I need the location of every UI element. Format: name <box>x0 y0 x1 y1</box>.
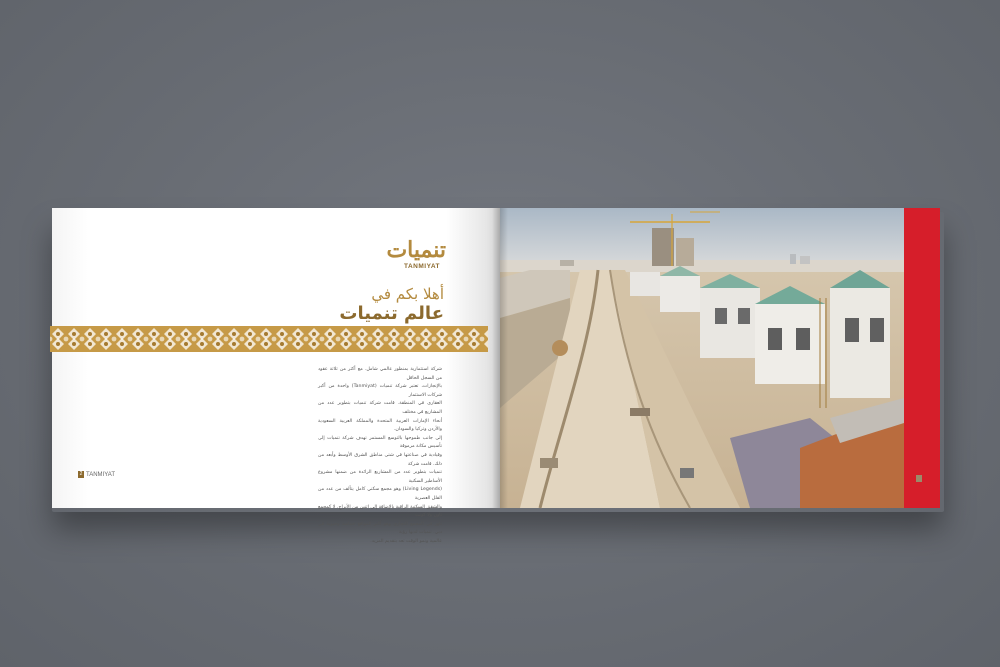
page-heading <box>339 285 444 325</box>
right-page <box>500 208 940 508</box>
body-line: العقاري في المنطقة. قامت شركة تنميات بتطوير عدد من المشاريع في مختلف <box>318 401 442 415</box>
heading-line-1: أهلا بكم في <box>371 285 444 303</box>
page-footer <box>78 471 115 478</box>
footer-label: TANMIYAT <box>86 471 115 478</box>
brand-logo <box>386 237 446 270</box>
body-line: بالإنجازات، تعتبر شركة تنميات (Tanmiyat) واحدة من أكبر شركات الاستثمار <box>318 384 442 398</box>
construction-photo <box>500 208 904 508</box>
logo-text: TANMIYAT <box>403 263 441 270</box>
body-line: إلى جانب طموحها بالتوسع المستمر تهدف شركة تنميات إلى تأسيس مكانة مرموقة <box>318 435 442 450</box>
body-line: تاور في المجمع التجاري وهو أكثر المواقع حماسة وحيوية في دبي. تنميات لديها رؤية <box>318 521 442 536</box>
page-marker <box>916 475 922 482</box>
body-line: أنحاء الإمارات العربية المتحدة والمملكة العربية السعودية والأردن وتركيا والسودان. <box>318 418 442 433</box>
body-line: (Living Legends) وهو مجمع سكني كامل يتألف من عدد من الفلل العصرية <box>318 487 442 501</box>
body-line: تنميات بتطوير عدد من المشاريع الرائدة من ضمنها مشروع الأساطير السكنية <box>318 470 442 484</box>
body-line: والشقق السكنية الراقية بالإضافة إلى اثنين من الأبراج. لا كمجمع تاون ولا كونت <box>318 504 442 519</box>
page-number: 2 <box>79 471 83 477</box>
heading-line-2: عالم تنميات <box>339 303 444 324</box>
logo-mark: تنميات <box>386 237 446 263</box>
ornament-band <box>50 326 488 352</box>
body-line: عالمية ونمو الوقت تعد بتقديم المزيد. <box>370 538 442 544</box>
red-edge-strip <box>904 208 940 508</box>
body-line: وقيادية في صناعتها في شتى مناطق الشرق الأوسط وأبعد من ذلك. قامت شركة <box>318 452 442 467</box>
book-spine <box>492 208 508 508</box>
left-page <box>52 208 500 544</box>
body-line: شركة استثمارية بمنظور عالمي شامل. مع أكثر من ثلاثة عقود من السجل الحافل <box>318 367 442 381</box>
body-text <box>318 366 442 546</box>
